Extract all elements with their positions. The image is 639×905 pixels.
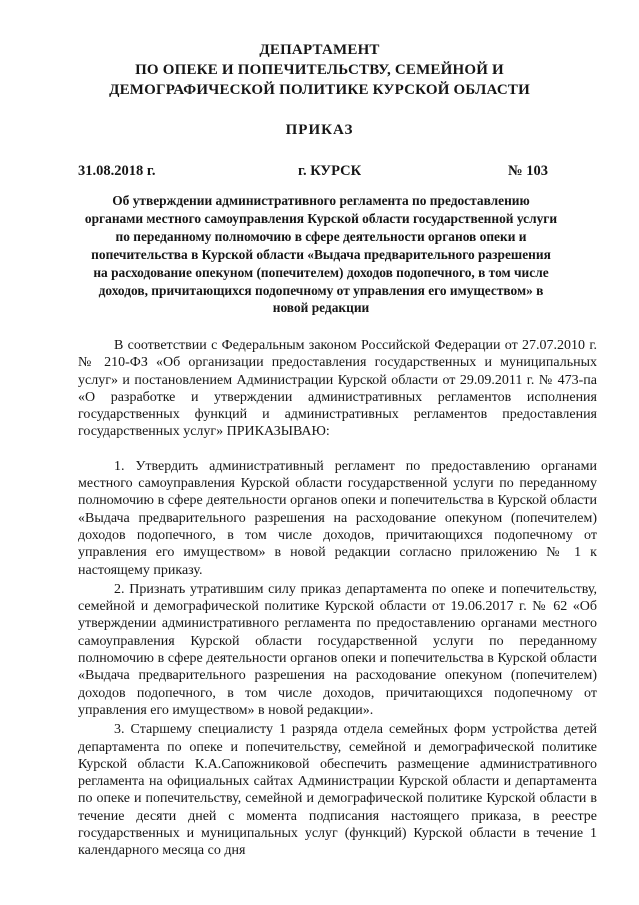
- order-date: 31.08.2018 г.: [78, 163, 156, 179]
- order-number: № 103: [508, 163, 548, 179]
- clause-1: 1. Утвердить административный регламент по предоставлению органами местного самоуправления Курской области государственной услуги по переданному полномочию в сфере деятельности органов опеки и попечительства в Курской области «Выдача предварительного разрешения на расходование опекуном (попечителем) доходов подопечного, в том числе доходов, причитающихся подопечному от управления его имуществом» в новой редакции согласно приложению № 1 к настоящему приказу.: [78, 458, 597, 578]
- order-body: [78, 337, 597, 862]
- department-heading-line1: ДЕПАРТАМЕНТ: [259, 42, 380, 58]
- order-title: Об утверждении административного регламента по предоставлению органами местного самоуправления Курской области государственной услуги по переданному полномочию в сфере деятельности органов опеки и попечительства в Курской области «Выдача предварительного разрешения на расходование опекуном (попечителем) доходов подопечного, в том числе доходов, причитающихся подопечному от управления его имуществом» в новой редакции: [84, 193, 558, 316]
- department-heading-line2: ПО ОПЕКЕ И ПОПЕЧИТЕЛЬСТВУ, СЕМЕЙНОЙ И: [135, 62, 504, 78]
- order-city: г. КУРСК: [298, 163, 362, 179]
- clause-2: 2. Признать утратившим силу приказ департамента по опеке и попечительству, семейной и демографической политике Курской области от 19.06.2017 г. № 62 «Об утверждении административного регламента по предоставлению органами местного самоуправления Курской области государственной услуги по переданному полномочию в сфере деятельности органов опеки и попечительства в Курской области «Выдача предварительного разрешения на расходование опекуном (попечителем) доходов подопечного, в том числе доходов, причитающихся подопечному от управления его имуществом» в новой редакции».: [78, 581, 597, 718]
- department-heading-line3: ДЕМОГРАФИЧЕСКОЙ ПОЛИТИКЕ КУРСКОЙ ОБЛАСТИ: [109, 82, 530, 98]
- clause-3: 3. Старшему специалисту 1 разряда отдела семейных форм устройства детей департамента по опеке и попечительству, семейной и демографической политике Курской области К.А.Сапожниковой обеспечить размещение административного регламента на официальных сайтах Администрации Курской области и департамента по опеке и попечительству, семейной и демографической политике Курской области в течение десяти дней с момента подписания настоящего приказа, в реестре государственных и муниципальных услуг (функций) Курской области в течение 1 календарного месяца со дня: [78, 722, 597, 859]
- preamble-paragraph: В соответствии с Федеральным законом Российской Федерации от 27.07.2010 г. № 210-ФЗ «Об организации предоставления государственных и муниципальных услуг» и постановлением Администрации Курской области от 29.09.2011 г. № 473-па «О разработке и утверждении административных регламентов исполнения государственных функций и административных регламентов предоставления государственных услуг» ПРИКАЗЫВАЮ:: [78, 338, 597, 440]
- document-type: ПРИКАЗ: [285, 122, 354, 138]
